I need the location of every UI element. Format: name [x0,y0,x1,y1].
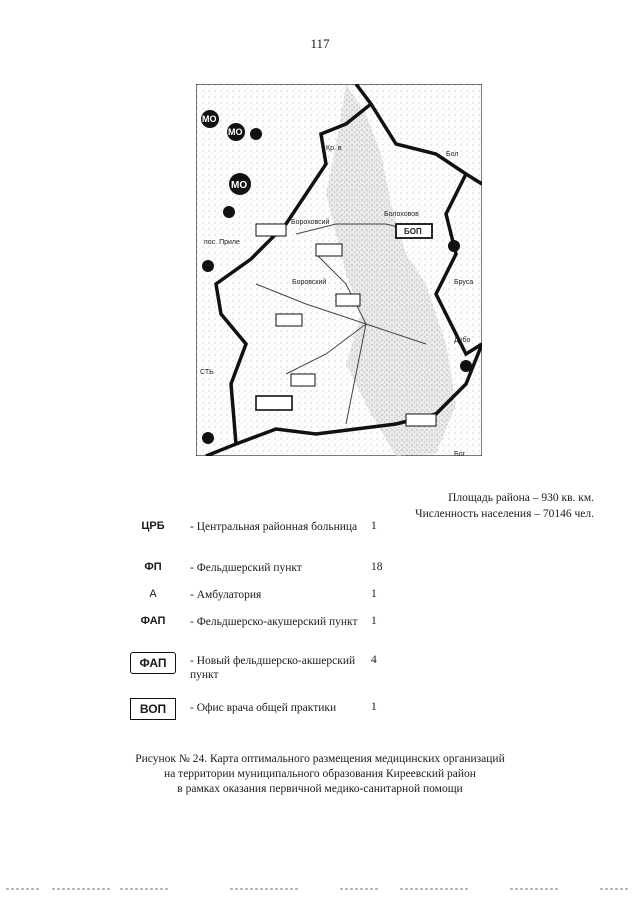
pin-marker [223,206,235,218]
legend-count: 1 [371,701,377,713]
legend-symbol-vop: ВОП [130,698,176,720]
legend-count: 1 [371,615,377,627]
map-marker-label: МО [231,180,248,191]
legend-description: - Фельдшерско-акушерский пункт [190,616,358,628]
district-stats [415,490,594,522]
map-settlement-label: Болоховов [384,211,419,218]
caption-line: в рамках оказания первичной медико-санитарной помощи [177,783,463,795]
map-settlement-label: Бороховсий [291,219,330,226]
legend-description: - Фельдшерский пункт [190,562,302,574]
legend-description: - Офис врача общей практики [190,702,337,714]
pin-marker [202,260,214,272]
legend-symbol-crb: ЦРБ [141,520,165,532]
legend-count: 18 [371,561,383,573]
legend-description: - Новый фельдшерско-акшерский пункт [190,655,356,681]
legend-symbol-fap: ФАП [140,615,166,627]
legend-description: - Центральная районная больница [190,521,358,533]
legend-description: - Амбулатория [190,589,262,601]
map-settlement-label: пос. Приле [204,239,240,246]
legend-symbol-new-fap: ФАП [130,652,176,674]
population-text: Численность населения – 70146 чел. [415,508,594,520]
map-settlement-label: Дубо [454,337,471,344]
facility-marker [276,314,302,326]
caption-line: на территории муниципального образования Киреевский район [164,768,476,780]
figure-caption [0,752,640,797]
legend-count: 1 [371,588,377,600]
facility-marker [406,414,436,426]
map-settlement-label: Кр. в [326,145,342,152]
pin-marker [250,128,262,140]
legend-symbol-ambulatory: А [149,588,157,600]
legend-count: 4 [371,654,377,666]
facility-marker [256,396,292,410]
map-settlement-label: Бог [454,451,466,456]
district-map [196,84,482,456]
pin-marker [460,360,472,372]
scan-artifact [0,887,640,891]
page-number: 117 [310,36,330,51]
map-marker-label: БОП [404,227,422,236]
legend-symbol-fp: ФП [144,561,162,573]
map-settlement-label: Боровский [292,279,327,286]
caption-line: Рисунок № 24. Карта оптимального размещения медицинских организаций [135,753,505,765]
area-text: Площадь района – 930 кв. км. [448,492,594,504]
map-marker-label: МО [228,127,243,137]
map-marker-label: МО [202,114,217,124]
facility-marker [316,244,342,256]
map-settlement-label: Бруса [454,279,474,286]
pin-marker [202,432,214,444]
map-settlement-label: Бол [446,151,459,158]
pin-marker [448,240,460,252]
facility-marker [256,224,286,236]
facility-marker [291,374,315,386]
legend-count: 1 [371,520,377,532]
facility-marker [336,294,360,306]
map-settlement-label: СТЬ [200,369,214,376]
